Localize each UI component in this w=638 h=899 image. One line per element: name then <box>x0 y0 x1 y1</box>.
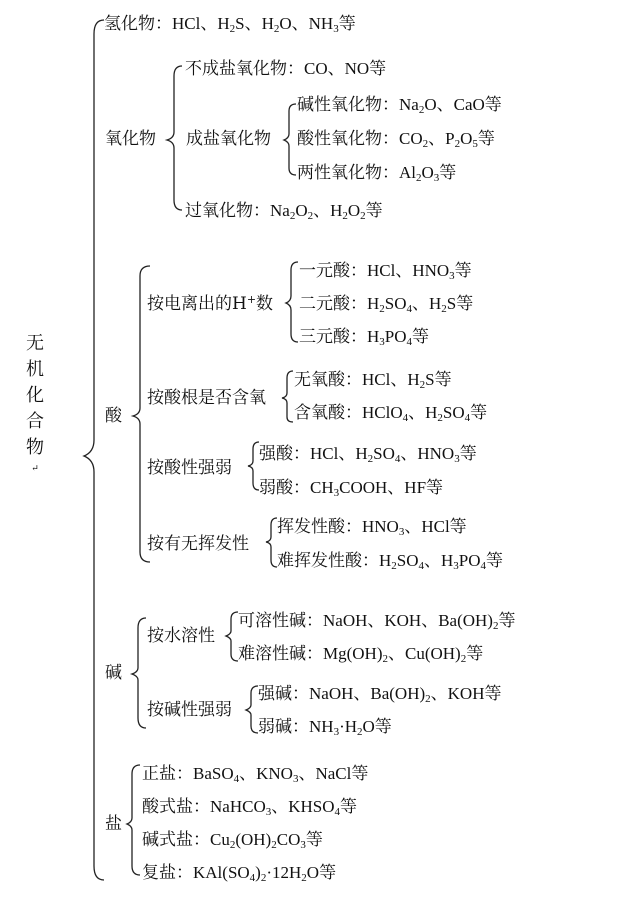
nonvolatile-acid-row: 难挥发性酸：$H_2SO_4$、$H_3PO_4$等 <box>277 551 504 572</box>
amphoteric-oxide-row: 两性氧化物：$Al_2O_3$等 <box>297 163 457 184</box>
acid-label: 酸 <box>105 406 122 426</box>
acidic-oxide-row: 酸性氧化物：$CO_2$、$P_2O_5$等 <box>297 129 495 150</box>
acid-strength-bracket <box>248 442 259 490</box>
double-salt-row: 复盐：$KAl(SO_4)_2\cdot 12H_2O$等 <box>142 863 337 884</box>
weak-acid-row: 弱酸：$CH_3COOH$、HF等 <box>259 478 444 499</box>
root-label: 无 机 化 合 物↵ <box>26 333 44 474</box>
non-salt-oxide-row: 不成盐氧化物：CO、NO等 <box>185 59 387 78</box>
insoluble-base-row: 难溶性碱：$Mg(OH)_2$、$Cu(OH)_2$等 <box>238 644 484 665</box>
salt-label: 盐 <box>105 814 122 834</box>
strong-base-row: 强碱：NaOH、$Ba(OH)_2$、KOH等 <box>258 684 502 705</box>
hydride-row: 氢化物：HCl、$H_2S$、$H_2O$、$NH_3$等 <box>104 14 356 35</box>
basic-salt-row: 碱式盐：$Cu_2(OH)_2CO_3$等 <box>142 830 323 851</box>
strong-acid-row: 强酸：HCl、$H_2SO_4$、$HNO_3$等 <box>259 444 477 465</box>
base-by-solubility-label: 按水溶性 <box>147 626 215 646</box>
solubility-bracket <box>226 612 238 661</box>
di-acid-row: 二元酸：$H_2SO_4$、$H_2S$等 <box>299 294 474 315</box>
base-bracket <box>132 618 146 728</box>
basic-oxide-row: 碱性氧化物：$Na_2O$、CaO等 <box>297 95 502 116</box>
salt-bracket <box>127 765 140 875</box>
oxide-label: 氧化物 <box>105 129 156 149</box>
mono-acid-row: 一元酸：HCl、$HNO_3$等 <box>299 261 472 282</box>
salt-forming-oxide-label: 成盐氧化物 <box>186 129 271 149</box>
acid-by-strength-label: 按酸性强弱 <box>147 458 232 478</box>
by-h-bracket <box>286 262 298 342</box>
oxyfree-acid-row: 无氧酸：HCl、$H_2S$等 <box>294 370 452 391</box>
normal-salt-row: 正盐：BaSO$_4$、$KNO_3$、NaCl等 <box>142 764 369 785</box>
volatility-bracket <box>266 518 277 567</box>
base-by-strength-label: 按碱性强弱 <box>147 700 232 720</box>
acid-by-oxygen-label: 按酸根是否含氧 <box>147 388 266 408</box>
peroxide-row: 过氧化物：$Na_2O_2$、$H_2O_2$等 <box>185 201 383 222</box>
tri-acid-row: 三元酸：$H_3PO_4$等 <box>299 327 430 348</box>
acid-salt-row: 酸式盐：NaHCO$_3$、$KHSO_4$等 <box>142 797 358 818</box>
oxide-bracket <box>167 66 182 210</box>
root-bracket <box>84 20 104 880</box>
soluble-base-row: 可溶性碱：NaOH、KOH、$Ba(OH)_2$等 <box>238 611 516 632</box>
acid-by-h-label: 按电离出的H+数 <box>147 293 274 314</box>
by-oxygen-bracket <box>282 371 293 422</box>
base-label: 碱 <box>105 663 122 683</box>
volatile-acid-row: 挥发性酸：$HNO_3$、HCl等 <box>277 517 467 538</box>
oxy-acid-row: 含氧酸：HClO$_4$、$H_2SO_4$等 <box>294 403 488 424</box>
base-strength-bracket <box>246 686 258 733</box>
weak-base-row: 弱碱：$NH_3\cdot H_2O$等 <box>258 717 392 738</box>
salt-forming-bracket <box>284 104 296 175</box>
acid-by-volatility-label: 按有无挥发性 <box>147 534 249 554</box>
